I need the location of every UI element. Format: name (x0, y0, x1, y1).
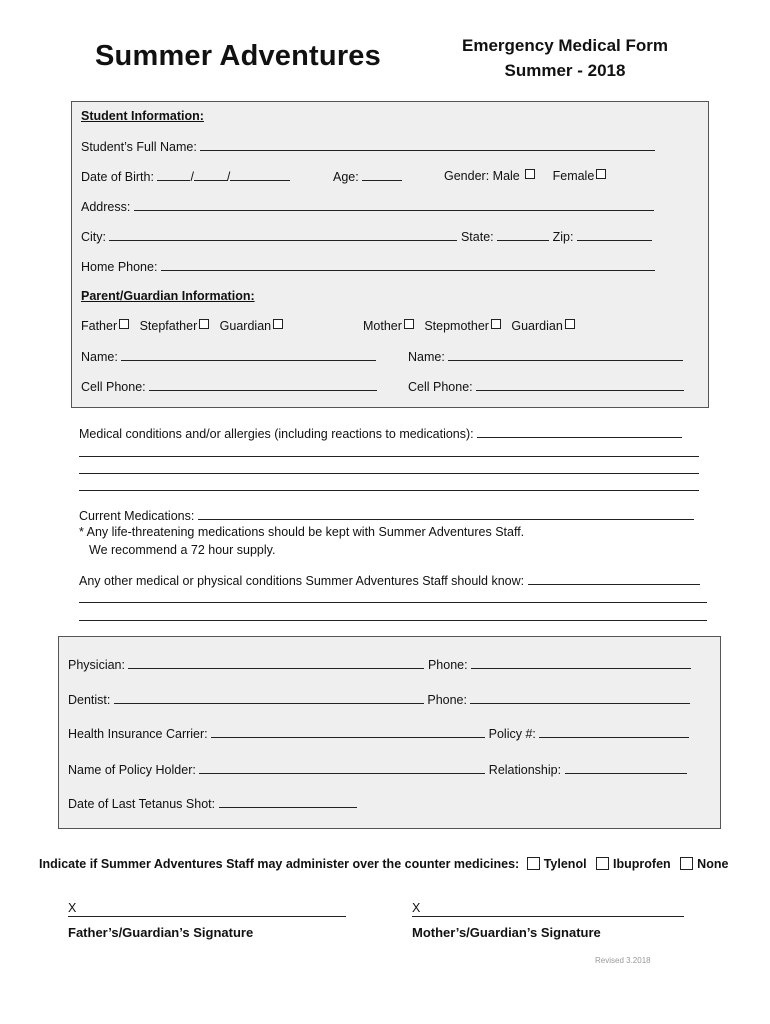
parent1-type-row (81, 318, 283, 334)
parent2-name-label: Name: (408, 350, 445, 364)
physician-field[interactable] (128, 656, 424, 669)
parent1-name-label: Name: (81, 350, 118, 364)
other-conditions-row (79, 572, 700, 589)
father-label: Father (81, 319, 118, 333)
conditions-line-3[interactable] (79, 473, 699, 474)
full-name-label: Student’s Full Name: (81, 140, 197, 154)
full-name-field[interactable] (200, 138, 655, 151)
address-label: Address: (81, 200, 131, 214)
policy-holder-label: Name of Policy Holder: (68, 763, 196, 777)
mother-signature-label: Mother’s/Guardian’s Signature (412, 925, 601, 940)
insurance-field[interactable] (211, 725, 485, 738)
parent2-type-row (363, 318, 575, 334)
otc-row (39, 856, 728, 872)
father-checkbox[interactable] (119, 319, 129, 329)
tylenol-checkbox[interactable] (527, 857, 540, 870)
parent2-cell-label: Cell Phone: (408, 380, 473, 394)
form-heading (440, 33, 690, 83)
state-label: State: (460, 230, 494, 244)
home-phone-field[interactable] (161, 258, 655, 271)
gender-label: Gender: (444, 169, 490, 183)
policy-label: Policy #: (488, 727, 536, 741)
guardian1-checkbox[interactable] (273, 319, 283, 329)
policy-holder-field[interactable] (199, 761, 485, 774)
male-checkbox[interactable] (525, 169, 535, 179)
city-field[interactable] (109, 228, 457, 241)
dentist-row (68, 691, 690, 708)
parent2-name-row (408, 348, 683, 365)
insurance-row (68, 725, 689, 742)
policy-field[interactable] (539, 725, 689, 738)
physician-row (68, 656, 691, 673)
parent2-cell-field[interactable] (476, 378, 684, 391)
age-label: Age: (333, 170, 359, 184)
none-label: None (697, 857, 729, 871)
meds-note-1: * Any life-threatening medications should be kept with Summer Adventures Staff. (79, 525, 525, 539)
parent2-cell-row (408, 378, 684, 395)
current-meds-field[interactable] (198, 507, 694, 520)
relationship-label: Relationship: (488, 763, 562, 777)
guardian-section-heading: Parent/Guardian Information: (81, 289, 255, 303)
conditions-line-4[interactable] (79, 490, 699, 491)
meds-note-2: We recommend a 72 hour supply. (89, 543, 276, 557)
student-section-heading: Student Information: (81, 109, 204, 123)
state-field[interactable] (497, 228, 549, 241)
ibuprofen-checkbox[interactable] (596, 857, 609, 870)
tetanus-row (68, 795, 357, 812)
other-conditions-label: Any other medical or physical conditions Summer Adventures Staff should know: (79, 574, 525, 588)
parent1-cell-label: Cell Phone: (81, 380, 146, 394)
address-row (81, 198, 654, 215)
zip-label: Zip: (552, 230, 574, 244)
dentist-field[interactable] (114, 691, 424, 704)
physician-phone-field[interactable] (471, 656, 691, 669)
form-title: Emergency Medical Form (462, 36, 668, 55)
dob-year-field[interactable] (230, 168, 290, 181)
conditions-label: Medical conditions and/or allergies (including reactions to medications): (79, 427, 474, 441)
other-conditions-line-2[interactable] (79, 602, 707, 603)
mother-checkbox[interactable] (404, 319, 414, 329)
tetanus-label: Date of Last Tetanus Shot: (68, 797, 216, 811)
parent2-name-field[interactable] (448, 348, 683, 361)
female-checkbox[interactable] (596, 169, 606, 179)
city-row (81, 228, 652, 245)
parent1-cell-row (81, 378, 377, 395)
none-checkbox[interactable] (680, 857, 693, 870)
relationship-field[interactable] (565, 761, 687, 774)
stepfather-label: Stepfather (139, 319, 198, 333)
physician-label: Physician: (68, 658, 125, 672)
conditions-row (79, 425, 682, 442)
policy-holder-row (68, 761, 687, 778)
father-signature-label: Father’s/Guardian’s Signature (68, 925, 254, 940)
conditions-field[interactable] (477, 425, 682, 438)
mother-x-mark: X (412, 901, 421, 915)
father-signature-field[interactable] (68, 900, 346, 917)
address-field[interactable] (134, 198, 654, 211)
otc-prompt: Indicate if Summer Adventures Staff may administer over the counter medicines: (39, 857, 520, 871)
stepmother-label: Stepmother (424, 319, 489, 333)
revised-note: Revised 3.2018 (595, 956, 651, 965)
org-title: Summer Adventures (95, 40, 381, 72)
dentist-phone-label: Phone: (427, 693, 467, 707)
home-phone-label: Home Phone: (81, 260, 158, 274)
stepmother-checkbox[interactable] (491, 319, 501, 329)
other-conditions-field[interactable] (528, 572, 700, 585)
mother-signature-field[interactable] (412, 900, 684, 917)
female-label: Female (552, 169, 595, 183)
city-label: City: (81, 230, 106, 244)
dentist-phone-field[interactable] (470, 691, 690, 704)
dob-label: Date of Birth: (81, 170, 154, 184)
conditions-line-2[interactable] (79, 456, 699, 457)
parent1-name-row (81, 348, 376, 365)
father-x-mark: X (68, 901, 77, 915)
current-meds-row (79, 507, 694, 524)
parent1-name-field[interactable] (121, 348, 376, 361)
other-conditions-line-3[interactable] (79, 620, 707, 621)
ibuprofen-label: Ibuprofen (613, 857, 671, 871)
tetanus-field[interactable] (219, 795, 357, 808)
current-meds-label: Current Medications: (79, 509, 195, 523)
full-name-row (81, 138, 655, 155)
age-row (333, 168, 402, 185)
dob-month-field[interactable] (157, 168, 190, 181)
insurance-label: Health Insurance Carrier: (68, 727, 208, 741)
parent1-cell-field[interactable] (149, 378, 377, 391)
session-label: Summer - 2018 (504, 61, 626, 80)
mother-label: Mother (363, 319, 402, 333)
tylenol-label: Tylenol (543, 857, 587, 871)
home-phone-row (81, 258, 655, 275)
physician-phone-label: Phone: (427, 658, 468, 672)
dob-day-field[interactable] (194, 168, 227, 181)
dentist-label: Dentist: (68, 693, 111, 707)
stepfather-checkbox[interactable] (199, 319, 209, 329)
guardian2-checkbox[interactable] (565, 319, 575, 329)
age-field[interactable] (362, 168, 402, 181)
male-label: Male (492, 169, 520, 183)
dob-row: Date of Birth: / / (81, 168, 290, 185)
guardian1-label: Guardian (219, 319, 272, 333)
zip-field[interactable] (577, 228, 652, 241)
guardian2-label: Guardian (511, 319, 563, 333)
gender-row (444, 168, 606, 184)
